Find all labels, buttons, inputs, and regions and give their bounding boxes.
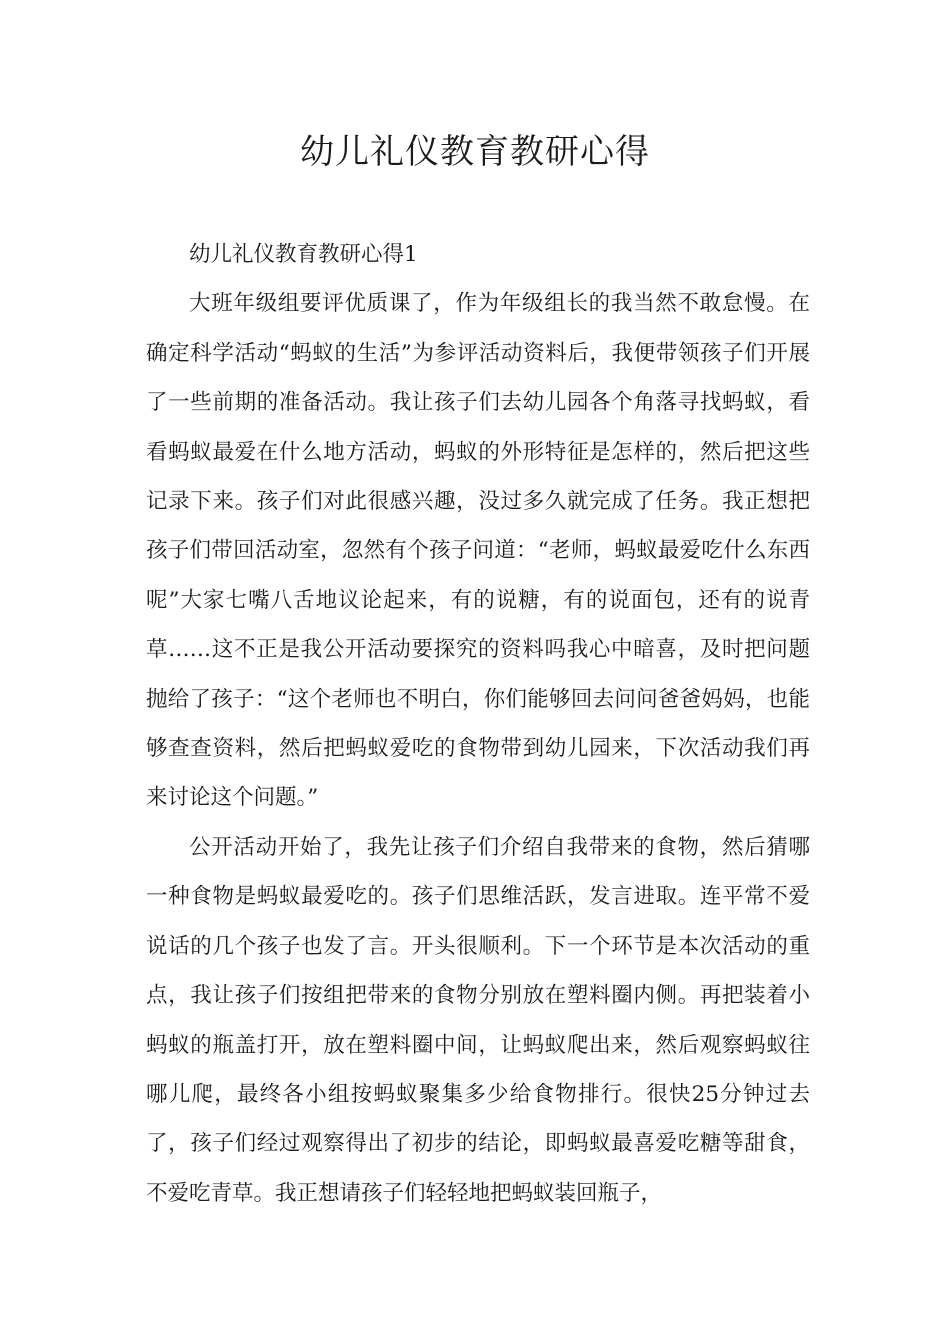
paragraph-1: 大班年级组要评优质课了，作为年级组长的我当然不敢怠慢。在确定科学活动“蚂蚁的生活”为参评活动资料后，我便带领孩子们开展了一些前期的准备活动。我让孩子们去幼儿园各个角落寻找蚂蚁，看看蚂蚁最爱在什么地方活动，蚂蚁的外形特征是怎样的，然后把这些记录下来。孩子们对此很感兴趣，没过多久就完成了任务。我正想把孩子们带回活动室，忽然有个孩子问道：“老师，蚂蚁最爱吃什么东西呢”大家七嘴八舌地议论起来，有的说糖，有的说面包，还有的说青草……这不正是我公开活动要探究的资料吗我心中暗喜，及时把问题抛给了孩子：“这个老师也不明白，你们能够回去问问爸爸妈妈，也能够查查资料，然后把蚂蚁爱吃的食物带到幼儿园来，下次活动我们再来讨论这个问题。” [146, 291, 810, 811]
paragraph-2: 公开活动开始了，我先让孩子们介绍自我带来的食物，然后猜哪一种食物是蚂蚁最爱吃的。孩子们思维活跃，发言进取。连平常不爱说话的几个孩子也发了言。开头很顺利。下一个环节是本次活动的重点，我让孩子们按组把带来的食物分别放在塑料圈内侧。再把装着小蚂蚁的瓶盖打开，放在塑料圈中间，让蚂蚁爬出来，然后观察蚂蚁往哪儿爬，最终各小组按蚂蚁聚集多少给食物排行。很快25分钟过去了，孩子们经过观察得出了初步的结论，即蚂蚁最喜爱吃糖等甜食，不爱吃青草。我正想请孩子们轻轻地把蚂蚁装回瓶子， [146, 834, 810, 1206]
section-heading: 幼儿礼仪教育教研心得1 [189, 242, 418, 267]
document-title: 幼儿礼仪教育教研心得 [300, 132, 650, 172]
document-body [146, 230, 810, 1218]
